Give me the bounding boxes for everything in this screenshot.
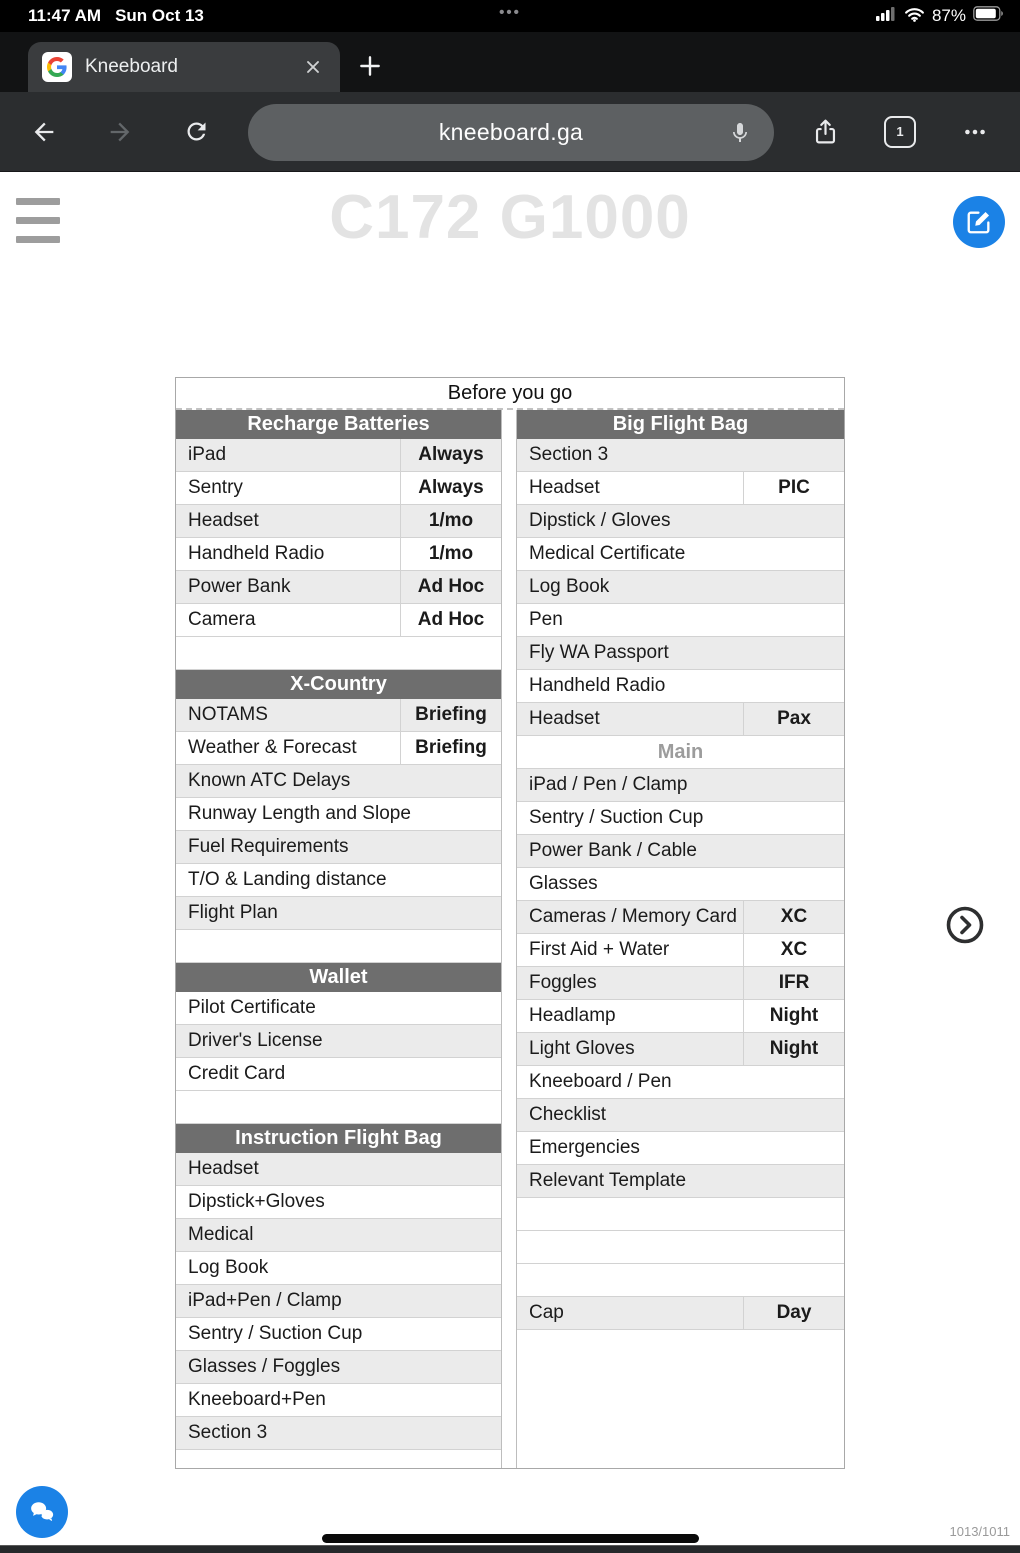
item-label (517, 1264, 844, 1296)
item-value: 1/mo (400, 538, 501, 570)
item-label: Fuel Requirements (188, 836, 349, 857)
checklist-row[interactable] (176, 439, 501, 472)
page-indicator: 1013/1011 (949, 1524, 1010, 1539)
item-value: 1/mo (400, 505, 501, 537)
item-label: Handheld Radio (529, 675, 666, 696)
checklist-row[interactable] (176, 1384, 501, 1417)
checklist-row[interactable] (517, 868, 844, 901)
item-label: Glasses / Foggles (188, 1356, 341, 1377)
item-value: Pax (743, 703, 844, 735)
checklist-row[interactable] (517, 1033, 844, 1066)
checklist-row[interactable] (176, 505, 501, 538)
item-value: Day (743, 1297, 844, 1329)
item-label: Pen (529, 609, 563, 630)
item-label: Runway Length and Slope (188, 803, 411, 824)
checklist-row[interactable] (517, 802, 844, 835)
item-label: iPad (188, 444, 227, 465)
checklist-row-empty (517, 1264, 844, 1297)
checklist-row[interactable] (517, 538, 844, 571)
checklist-row[interactable] (517, 901, 844, 934)
url-text: kneeboard.ga (438, 119, 584, 145)
item-label: Known ATC Delays (188, 770, 351, 791)
item-value: Ad Hoc (400, 571, 501, 603)
item-value: Night (743, 1000, 844, 1032)
item-value: Always (400, 439, 501, 471)
item-value: Always (400, 472, 501, 504)
checklist-column-right (516, 410, 844, 1468)
item-value: IFR (743, 967, 844, 999)
checklist-row[interactable] (176, 864, 501, 897)
item-label: Dipstick+Gloves (188, 1191, 325, 1212)
item-label: Headset (529, 477, 600, 498)
item-label: Weather & Forecast (188, 737, 357, 758)
checklist-column-left (176, 410, 502, 1468)
battery-percent: 87% (931, 6, 966, 25)
checklist-table (175, 377, 845, 1469)
item-label: Cameras / Memory Card (529, 906, 737, 927)
checklist-row[interactable] (517, 934, 844, 967)
checklist-row[interactable] (517, 439, 844, 472)
checklist-row[interactable] (517, 1165, 844, 1198)
checklist-row[interactable] (517, 505, 844, 538)
item-label: Glasses (529, 873, 598, 894)
column-gap (502, 410, 516, 1468)
item-value: Briefing (400, 699, 501, 731)
tab-close-icon[interactable] (300, 54, 326, 80)
tab-count: 1 (884, 116, 916, 148)
status-bar (0, 0, 1020, 32)
checklist-row[interactable] (176, 571, 501, 604)
checklist-row[interactable] (517, 1297, 844, 1330)
status-time: 11:47 AM (28, 6, 102, 25)
board-title: Before you go (176, 378, 844, 410)
forward-button[interactable] (98, 110, 142, 154)
checklist-row[interactable] (176, 472, 501, 505)
bottom-edge-bar (0, 1545, 1020, 1553)
item-label: Log Book (188, 1257, 269, 1278)
browser-toolbar (0, 92, 1020, 172)
checklist-row[interactable] (176, 1285, 501, 1318)
checklist-row[interactable] (176, 1025, 501, 1058)
item-label: Emergencies (529, 1137, 640, 1158)
checklist-row-empty (176, 637, 501, 670)
next-page-button[interactable] (943, 903, 987, 947)
item-label: Kneeboard+Pen (188, 1389, 326, 1410)
checklist-row[interactable] (517, 1000, 844, 1033)
browser-tab-kneeboard[interactable] (28, 42, 340, 92)
reload-button[interactable] (174, 110, 218, 154)
section-header: X-Country (176, 670, 501, 699)
item-label: Checklist (529, 1104, 607, 1125)
item-label: Driver's License (188, 1030, 323, 1051)
item-label: Foggles (529, 972, 597, 993)
item-label: NOTAMS (188, 704, 268, 725)
item-label: Kneeboard / Pen (529, 1071, 672, 1092)
item-label (176, 1091, 501, 1123)
item-label (517, 1198, 844, 1230)
checklist-row[interactable] (176, 1318, 501, 1351)
item-value: XC (743, 901, 844, 933)
edit-button[interactable] (953, 196, 1005, 248)
url-bar[interactable] (248, 104, 774, 161)
checklist-row[interactable] (517, 835, 844, 868)
home-indicator[interactable] (322, 1534, 699, 1543)
checklist-row[interactable] (517, 1099, 844, 1132)
checklist-row-empty (517, 1231, 844, 1264)
item-label: Handheld Radio (188, 543, 325, 564)
item-label: Sentry / Suction Cup (529, 807, 704, 828)
tab-title: Kneeboard (85, 56, 178, 77)
checklist-row[interactable] (176, 897, 501, 930)
checklist-row[interactable] (176, 765, 501, 798)
item-label: Camera (188, 609, 256, 630)
item-label: Cap (529, 1302, 564, 1323)
item-label: Dipstick / Gloves (529, 510, 671, 531)
page-title: C172 G1000 (329, 183, 691, 252)
item-label: First Aid + Water (529, 939, 670, 960)
checklist-row[interactable] (176, 1417, 501, 1450)
section-header: Big Flight Bag (517, 410, 844, 439)
checklist-row-empty (176, 930, 501, 963)
item-label: Fly WA Passport (529, 642, 669, 663)
google-favicon-icon (42, 52, 72, 82)
status-ellipsis: ••• (499, 4, 521, 21)
item-label: Sentry / Suction Cup (188, 1323, 363, 1344)
checklist-row[interactable] (176, 1058, 501, 1091)
checklist-row[interactable] (517, 571, 844, 604)
section-header: Recharge Batteries (176, 410, 501, 439)
item-value: XC (743, 934, 844, 966)
item-label: Section 3 (188, 1422, 268, 1443)
section-header: Instruction Flight Bag (176, 1124, 501, 1153)
item-label: Power Bank / Cable (529, 840, 697, 861)
item-label: T/O & Landing distance (188, 869, 387, 890)
checklist-row[interactable] (176, 798, 501, 831)
item-value: Night (743, 1033, 844, 1065)
checklist-row[interactable] (517, 1132, 844, 1165)
item-label: Power Bank (188, 576, 291, 597)
checklist-row-empty (176, 1091, 501, 1124)
checklist-row[interactable] (176, 1153, 501, 1186)
item-label: iPad / Pen / Clamp (529, 774, 688, 795)
item-label: Sentry (188, 477, 243, 498)
tab-strip (0, 32, 1020, 92)
item-label: Headlamp (529, 1005, 616, 1026)
item-label: Light Gloves (529, 1038, 635, 1059)
checklist-row[interactable] (176, 1252, 501, 1285)
item-value: Briefing (400, 732, 501, 764)
checklist-row[interactable] (176, 1219, 501, 1252)
status-date: Sun Oct 13 (115, 6, 204, 25)
checklist-row[interactable] (176, 831, 501, 864)
checklist-row[interactable] (176, 1351, 501, 1384)
item-value: PIC (743, 472, 844, 504)
back-button[interactable] (22, 110, 66, 154)
item-label: Credit Card (188, 1063, 286, 1084)
checklist-row[interactable] (176, 538, 501, 571)
item-label: Headset (529, 708, 600, 729)
checklist-row[interactable] (176, 604, 501, 637)
item-label (176, 637, 501, 669)
item-label: Headset (188, 1158, 259, 1179)
item-value: Ad Hoc (400, 604, 501, 636)
checklist-row[interactable] (517, 703, 844, 736)
item-label: Log Book (529, 576, 610, 597)
item-label: Relevant Template (529, 1170, 687, 1191)
item-label: Flight Plan (188, 902, 278, 923)
item-label: Section 3 (529, 444, 609, 465)
checklist-row[interactable] (517, 670, 844, 703)
checklist-row[interactable] (517, 604, 844, 637)
battery-icon (973, 6, 1004, 26)
overflow-menu-button[interactable] (953, 110, 997, 154)
item-label: Pilot Certificate (188, 997, 316, 1018)
section-subheader: Main (517, 736, 844, 769)
checklist-row[interactable] (176, 1186, 501, 1219)
section-header: Wallet (176, 963, 501, 992)
checklist-row[interactable] (517, 967, 844, 1000)
checklist-row[interactable] (517, 637, 844, 670)
web-page (0, 172, 1020, 1545)
item-label: Headset (188, 510, 259, 531)
tab-switcher-button[interactable] (878, 110, 922, 154)
checklist-row[interactable] (176, 699, 501, 732)
checklist-row[interactable] (517, 769, 844, 802)
chat-button[interactable] (16, 1486, 68, 1538)
checklist-row[interactable] (176, 992, 501, 1025)
item-label: Medical (188, 1224, 254, 1245)
microphone-icon[interactable] (722, 115, 758, 151)
checklist-row[interactable] (176, 732, 501, 765)
item-label: iPad+Pen / Clamp (188, 1290, 342, 1311)
checklist-row[interactable] (517, 472, 844, 505)
item-label (517, 1231, 844, 1263)
checklist-row-empty (517, 1198, 844, 1231)
item-label: Medical Certificate (529, 543, 686, 564)
item-label (176, 930, 501, 962)
share-button[interactable] (803, 110, 847, 154)
wifi-icon (904, 6, 925, 27)
cellular-signal-icon (876, 6, 897, 26)
checklist-row[interactable] (517, 1066, 844, 1099)
new-tab-button[interactable] (352, 48, 388, 84)
